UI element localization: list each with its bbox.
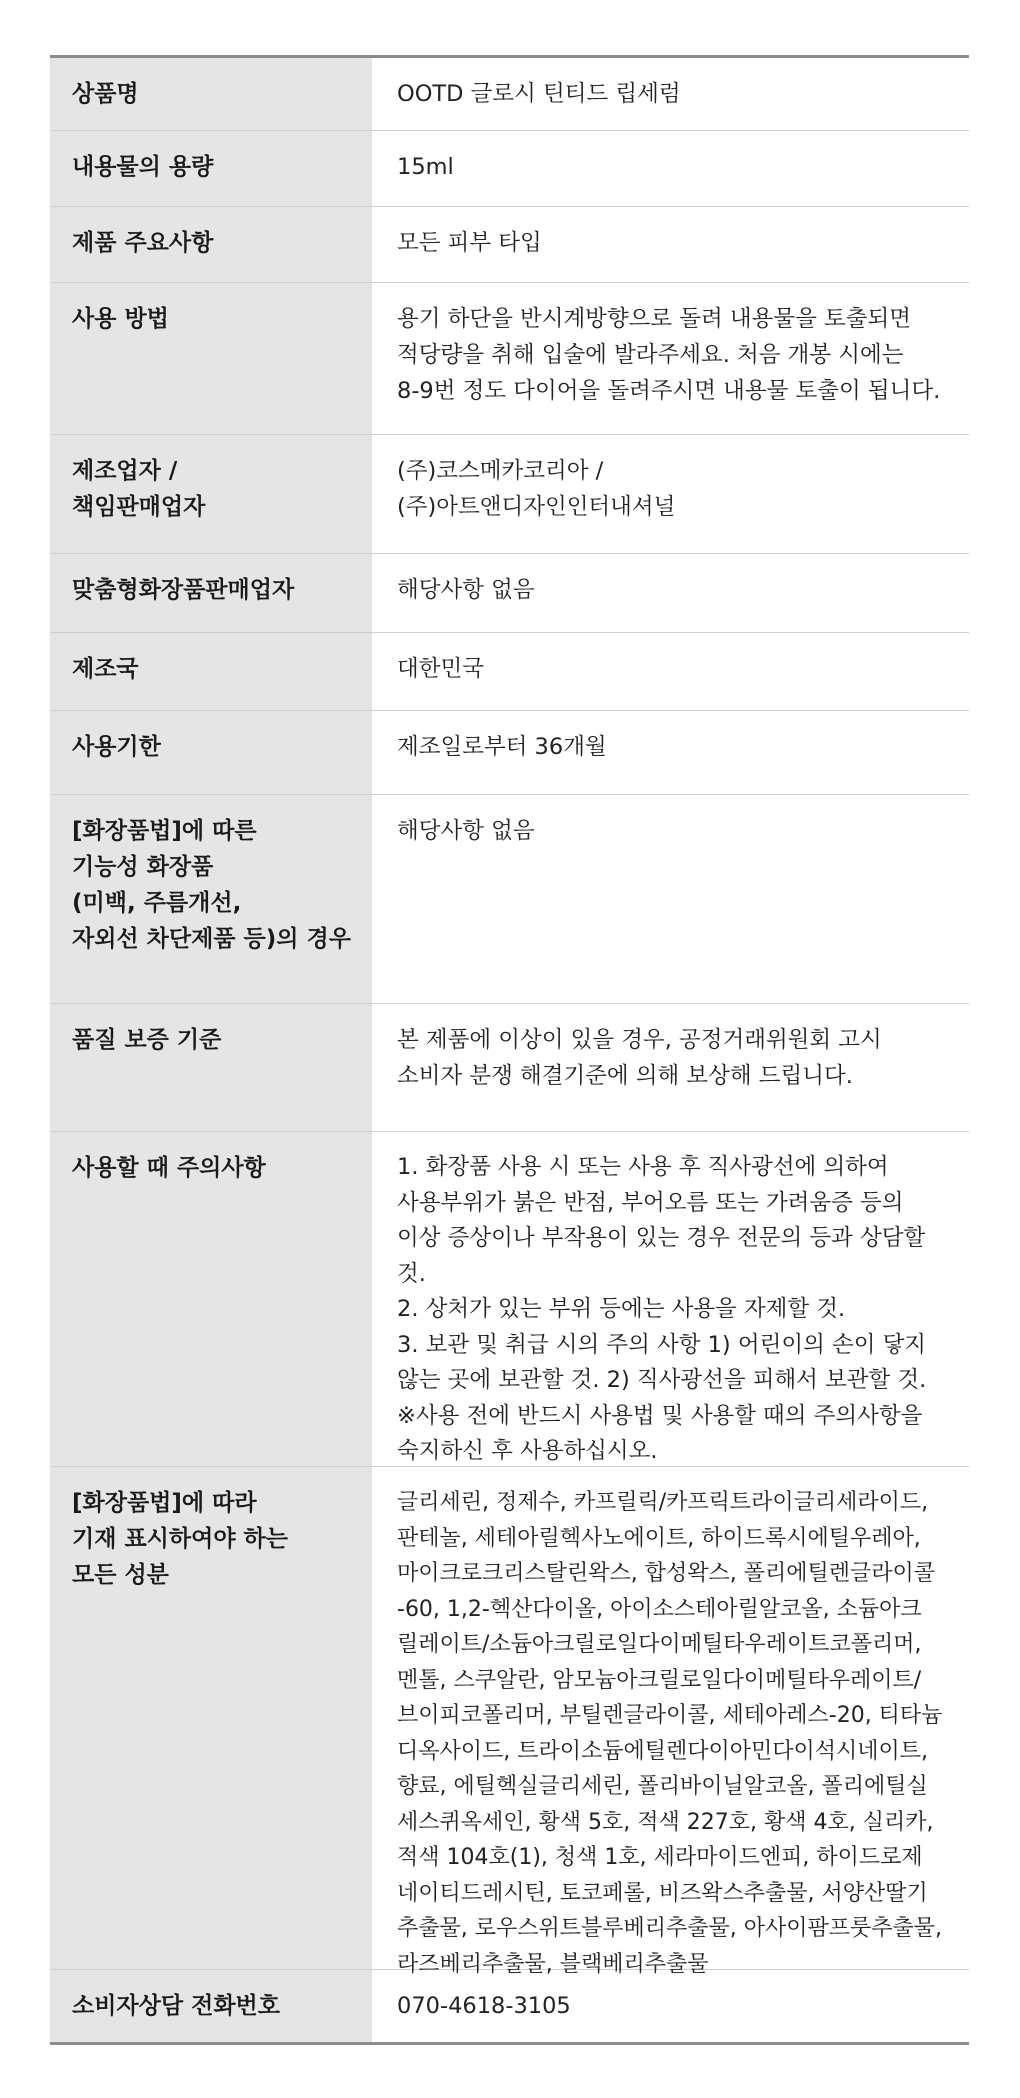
- row-label: 소비자상담 전화번호: [50, 1970, 372, 2042]
- table-row: [50, 207, 969, 283]
- row-value: 해당사항 없음: [397, 577, 535, 603]
- row-value: 대한민국: [397, 656, 484, 682]
- table-row: [50, 554, 969, 633]
- row-label: 사용 방법: [50, 283, 372, 434]
- row-value: 15ml: [397, 154, 454, 180]
- row-value: 용기 하단을 반시계방향으로 돌려 내용물을 토출되면 적당량을 취해 입술에 발라주세요. 처음 개봉 시에는 8-9번 정도 다이어을 돌려주시면 내용물 토출이 됩니다.: [397, 306, 941, 404]
- table-row: [50, 1970, 969, 2042]
- product-info-table: [50, 55, 969, 2045]
- table-row: [50, 1467, 969, 1977]
- row-label: 내용물의 용량: [50, 131, 372, 206]
- row-label: 제조업자 / 책임판매업자: [50, 435, 372, 553]
- row-label: [화장품법]에 따른 기능성 화장품 (미백, 주름개선, 자외선 차단제품 등)의 경우: [50, 795, 372, 1003]
- row-value: 1. 화장품 사용 시 또는 사용 후 직사광선에 의하여 사용부위가 붉은 반점, 부어오름 또는 가려움증 등의 이상 증상이나 부작용이 있는 경우 전문의 등과 상담할 것. 2. 상처가 있는 부위 등에는 사용을 자제할 것. 3. 보관 및 취급 시의 주의 사항 1) 어린이의 손이 닿지 않는 곳에 보관할 것. 2) 직사광선을 피해서 보관할 것. ※사용 전에 반드시 사용법 및 사용할 때의 주의사항을 숙지하신 후 사용하십시오.: [397, 1154, 927, 1464]
- row-value: 해당사항 없음: [397, 818, 535, 844]
- table-row: [50, 58, 969, 131]
- table-row: [50, 711, 969, 795]
- row-label: 품질 보증 기준: [50, 1004, 372, 1131]
- table-row: [50, 633, 969, 711]
- row-value: 제조일로부터 36개월: [397, 734, 607, 760]
- row-label: 사용기한: [50, 711, 372, 794]
- row-value: 모든 피부 타입: [397, 230, 542, 256]
- row-label: 제품 주요사항: [50, 207, 372, 282]
- table-row: [50, 1004, 969, 1132]
- table-row: [50, 131, 969, 207]
- row-value: OOTD 글로시 틴티드 립세럼: [397, 81, 681, 107]
- row-label: 맞춤형화장품판매업자: [50, 554, 372, 632]
- row-label: 상품명: [50, 58, 372, 130]
- row-value: 글리세린, 정제수, 카프릴릭/카프릭트라이글리세라이드, 판테놀, 세테아릴헥사노에이트, 하이드록시에틸우레아, 마이크로크리스탈린왁스, 합성왁스, 폴리에틸렌글라이콜 -60, 1,2-헥산다이올, 아이소스테아릴알코올, 소듐아크 릴레이트/소듐아크릴로일다이메틸타우레이트코폴리머, 멘톨, 스쿠알란, 암모늄아크릴로일다이메틸타우레이트/ 브이피코폴리머, 부틸렌글라이콜, 세테아레스-20, 티타늄 디옥사이드, 트라이소듐에틸렌다이아민다이석시네이트, 향료, 에틸헥실글리세린, 폴리바이닐알코올, 폴리에틸실 세스퀴옥세인, 황색 5호, 적색 227호, 황색 4호, 실리카, 적색 104호(1), 청색 1호, 세라마이드엔피, 하이드로제 네이티드레시틴, 토코페롤, 비즈왁스추출물, 서양산딸기 추출물, 로우스위트블루베리추출물, 아사이팜프룻추출물, 라즈베리추출물, 블랙베리추출물: [397, 1490, 943, 1977]
- row-label: [화장품법]에 따라 기재 표시하여야 하는 모든 성분: [50, 1467, 372, 1969]
- row-value: 본 제품에 이상이 있을 경우, 공정거래위원회 고시 소비자 분쟁 해결기준에 의해 보상해 드립니다.: [397, 1027, 882, 1089]
- table-row: [50, 283, 969, 435]
- row-value: (주)코스메카코리아 / (주)아트앤디자인인터내셔널: [397, 458, 676, 520]
- table-row: [50, 795, 969, 1004]
- table-row: [50, 435, 969, 554]
- row-label: 제조국: [50, 633, 372, 710]
- table-row: [50, 1132, 969, 1467]
- row-label: 사용할 때 주의사항: [50, 1132, 372, 1466]
- row-value: 070-4618-3105: [397, 1993, 571, 2019]
